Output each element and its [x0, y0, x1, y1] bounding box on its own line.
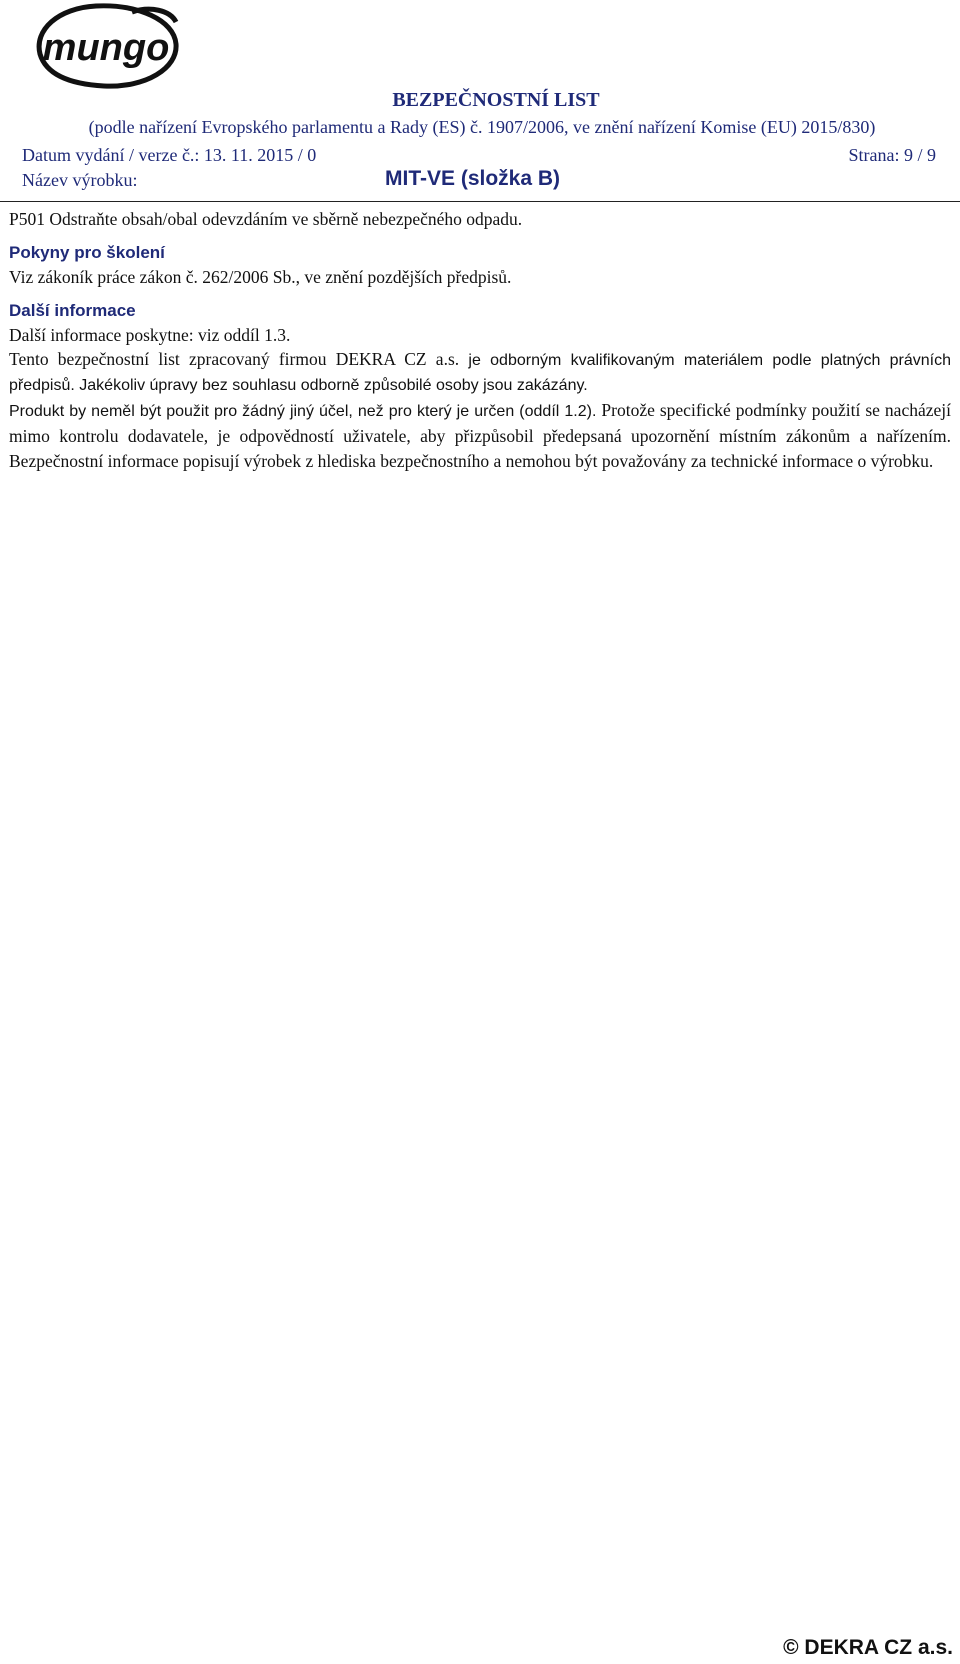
info-authorship-sans: je odborným kvalifikovaným materiálem podle platných právních předpisů.: [9, 352, 951, 394]
info-contact: Další informace poskytne: viz oddíl 1.3.: [9, 325, 291, 345]
info-modifications: Jakékoliv úpravy bez souhlasu odborně způsobilé osoby jsou zakázány.: [74, 377, 588, 394]
header-divider: [0, 201, 960, 202]
info-heading: Další informace: [9, 301, 136, 320]
product-name: MIT-VE (složka B): [385, 167, 561, 190]
info-usage-serif: Protože specifické podmínky použití se nacházejí mimo kontrolu dodavatele, je odpovědností uživatele, aby přizpůsobil předepsaná upozornění místním zákonům a nařízením. Bezpečnostní informace popisují výrobek z hlediska bezpečnostního a nemohou být považovány za technické informace o výrobku.: [9, 400, 951, 471]
training-heading: Pokyny pro školení: [9, 243, 165, 262]
issue-row: [22, 145, 936, 169]
footer-copyright: © DEKRA CZ a.s.: [783, 1636, 953, 1659]
info-authorship-serif: Tento bezpečnostní list zpracovaný firmou DEKRA CZ a.s.: [9, 349, 460, 369]
document-body: [9, 207, 951, 474]
product-label: Název výrobku:: [22, 170, 138, 190]
logo-wordmark: mungo: [42, 27, 170, 69]
mungo-logo: [32, 2, 180, 90]
info-authorship: [9, 347, 951, 398]
product-row: [22, 167, 936, 194]
training-text: Viz zákoník práce zákon č. 262/2006 Sb., ve znění pozdějších předpisů.: [9, 267, 512, 287]
info-usage-sans: Produkt by neměl být použit pro žádný jiný účel, než pro který je určen (oddíl 1.2).: [9, 403, 597, 420]
regulation-reference: (podle nařízení Evropského parlamentu a Rady (ES) č. 1907/2006, ve znění nařízení Komise (EU) 2015/830): [88, 117, 876, 137]
info-usage-paragraph: [9, 398, 951, 474]
issue-date: Datum vydání / verze č.: 13. 11. 2015 / 0: [22, 145, 317, 165]
page-number: Strana: 9 / 9: [848, 145, 936, 165]
disposal-statement: P501 Odstraňte obsah/obal odevzdáním ve sběrně nebezpečného odpadu.: [9, 209, 523, 229]
document-title: BEZPEČNOSTNÍ LIST: [392, 89, 600, 111]
